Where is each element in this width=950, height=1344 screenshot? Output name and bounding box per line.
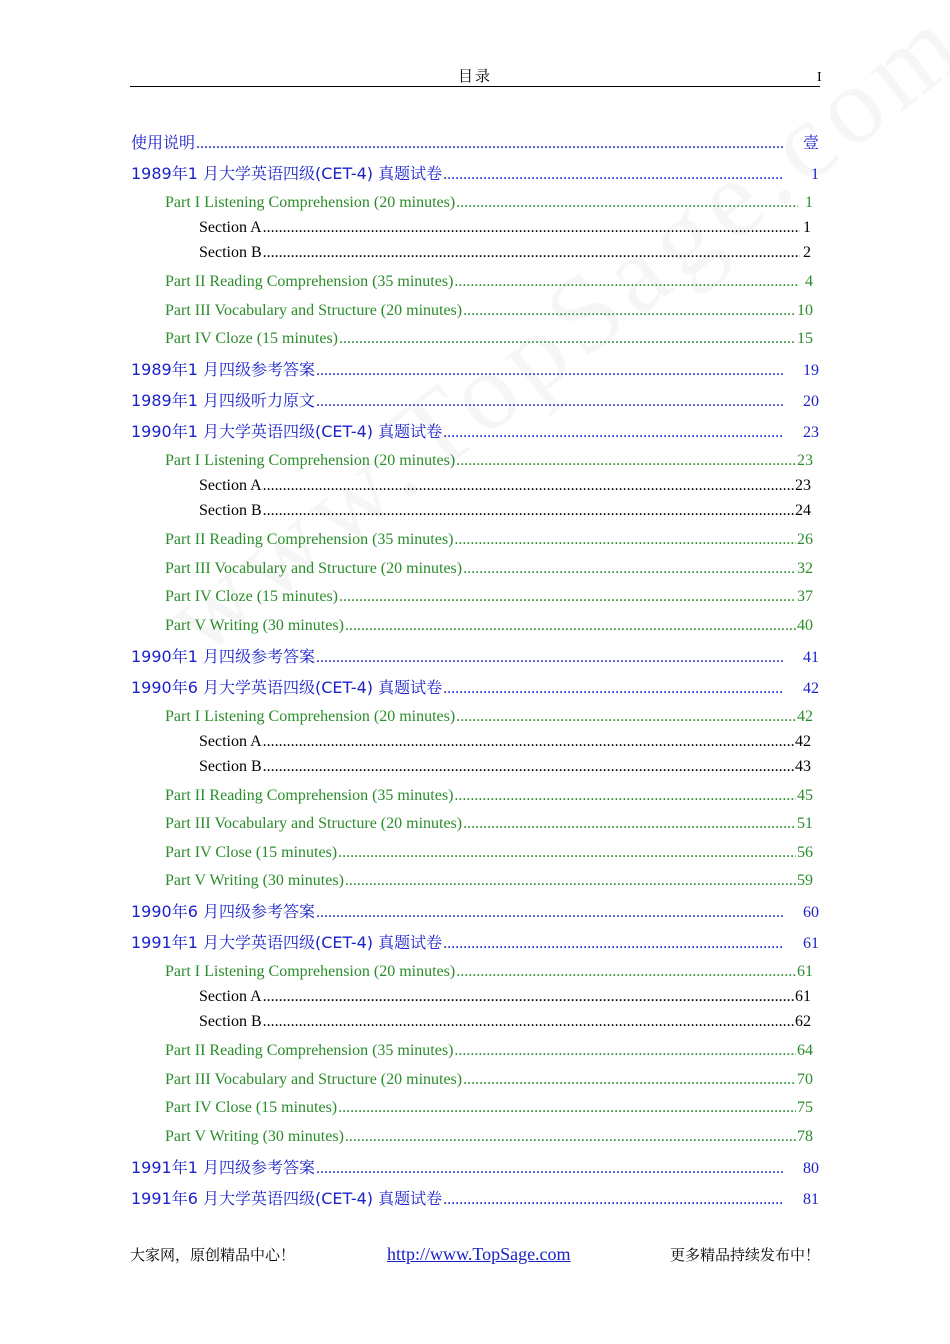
toc-entry-level1[interactable] <box>131 1156 819 1180</box>
toc-entry-page: 40 <box>797 617 813 634</box>
toc-entry-title: Section A <box>199 733 262 750</box>
toc-entry-page: 24 <box>795 502 811 519</box>
footer-website-link[interactable]: http://www.TopSage.com <box>387 1244 571 1264</box>
toc-entry-title: 1991年6 月大学英语四级(CET-4) 真题试卷 <box>131 1189 443 1208</box>
toc-dot-leader <box>463 557 796 581</box>
toc-dot-leader <box>263 730 794 754</box>
toc-dot-leader <box>196 132 783 156</box>
toc-entry-page: 19 <box>803 362 819 379</box>
page-header-title: 目录 <box>457 67 492 85</box>
toc-entry-page: 37 <box>797 588 813 605</box>
footer-note: 更多精品持续发布中！ <box>669 1246 820 1264</box>
toc-entry-title: 1990年1 月四级参考答案 <box>131 647 315 666</box>
toc-entry-page: 61 <box>795 988 811 1005</box>
page-footer <box>130 1244 820 1268</box>
toc-entry-title: Section A <box>199 477 262 494</box>
toc-entry-page: 51 <box>797 815 813 832</box>
toc-entry-title: Part II Reading Comprehension (35 minutes) <box>165 1042 454 1059</box>
toc-entry-level2[interactable] <box>165 528 813 552</box>
toc-entry-level2[interactable] <box>165 812 813 836</box>
toc-entry-title: 使用说明 <box>131 133 196 152</box>
toc-dot-leader <box>263 755 794 779</box>
toc-entry-level3[interactable] <box>199 474 811 498</box>
toc-dot-leader <box>345 869 796 893</box>
toc-dot-leader <box>263 499 794 523</box>
toc-entry-title: 1991年1 月四级参考答案 <box>131 1158 315 1177</box>
toc-entry-title: 1989年1 月四级参考答案 <box>131 360 315 379</box>
toc-entry-level3[interactable] <box>199 730 811 754</box>
toc-entry-page: 23 <box>803 424 819 441</box>
toc-dot-leader <box>316 1157 783 1181</box>
toc-entry-level2[interactable] <box>165 449 813 473</box>
toc-entry-title: Part I Listening Comprehension (20 minutes) <box>165 194 456 211</box>
toc-dot-leader <box>338 1096 796 1120</box>
toc-entry-level2[interactable] <box>165 191 813 215</box>
toc-entry-level1[interactable] <box>131 389 819 413</box>
toc-dot-leader <box>263 241 800 265</box>
toc-entry-page: 20 <box>803 393 819 410</box>
toc-entry-page: 壹 <box>802 135 819 152</box>
toc-dot-leader <box>456 449 796 473</box>
toc-dot-leader <box>263 985 794 1009</box>
toc-entry-page: 70 <box>797 1071 813 1088</box>
toc-dot-leader <box>339 327 796 351</box>
toc-entry-level1[interactable] <box>131 931 819 955</box>
toc-dot-leader <box>316 646 783 670</box>
toc-entry-page: 59 <box>797 872 813 889</box>
toc-entry-title: Section B <box>199 758 262 775</box>
toc-dot-leader <box>443 932 783 956</box>
toc-entry-title: Part III Vocabulary and Structure (20 minutes) <box>165 560 463 577</box>
toc-entry-title: 1989年1 月四级听力原文 <box>131 391 315 410</box>
toc-entry-level2[interactable] <box>165 327 813 351</box>
toc-entry-page: 45 <box>797 787 813 804</box>
toc-dot-leader <box>443 1188 783 1212</box>
toc-dot-leader <box>339 585 796 609</box>
toc-entry-page: 26 <box>797 531 813 548</box>
toc-entry-page: 42 <box>795 733 811 750</box>
toc-dot-leader <box>454 1039 796 1063</box>
toc-entry-page: 4 <box>805 273 813 290</box>
toc-entry-title: Part V Writing (30 minutes) <box>165 617 344 634</box>
toc-dot-leader <box>456 705 796 729</box>
toc-entry-page: 61 <box>797 963 813 980</box>
toc-entry-page: 80 <box>803 1160 819 1177</box>
toc-dot-leader <box>463 299 796 323</box>
toc-entry-title: Section B <box>199 1013 262 1030</box>
toc-dot-leader <box>463 1068 796 1092</box>
toc-dot-leader <box>345 1125 796 1149</box>
toc-entry-title: Section A <box>199 988 262 1005</box>
toc-entry-title: Part III Vocabulary and Structure (20 minutes) <box>165 815 463 832</box>
toc-entry-title: Part IV Close (15 minutes) <box>165 1099 338 1116</box>
toc-entry-title: Section B <box>199 244 262 261</box>
toc-entry-page: 64 <box>797 1042 813 1059</box>
toc-entry-title: 1991年1 月大学英语四级(CET-4) 真题试卷 <box>131 933 443 952</box>
toc-entry-title: Part I Listening Comprehension (20 minutes) <box>165 963 456 980</box>
toc-dot-leader <box>345 614 796 638</box>
toc-entry-page: 41 <box>803 649 819 666</box>
toc-entry-level2[interactable] <box>165 1068 813 1092</box>
toc-entry-level2[interactable] <box>165 869 813 893</box>
toc-entry-level2[interactable] <box>165 270 813 294</box>
toc-entry-title: 1989年1 月大学英语四级(CET-4) 真题试卷 <box>131 164 443 183</box>
toc-entry-title: Part V Writing (30 minutes) <box>165 872 344 889</box>
toc-dot-leader <box>454 270 798 294</box>
toc-entry-level1[interactable] <box>131 1187 819 1211</box>
toc-entry-level1[interactable] <box>131 900 819 924</box>
toc-entry-page: 23 <box>797 452 813 469</box>
toc-entry-page: 60 <box>803 904 819 921</box>
toc-entry-page: 62 <box>795 1013 811 1030</box>
toc-entry-level2[interactable] <box>165 557 813 581</box>
toc-entry-title: Part II Reading Comprehension (35 minutes) <box>165 531 454 548</box>
toc-entry-level2[interactable] <box>165 299 813 323</box>
toc-entry-level1[interactable] <box>131 358 819 382</box>
toc-dot-leader <box>454 784 796 808</box>
toc-entry-title: Part IV Close (15 minutes) <box>165 844 338 861</box>
toc-entry-level1[interactable] <box>131 645 819 669</box>
toc-dot-leader <box>338 841 796 865</box>
toc-entry-title: Part III Vocabulary and Structure (20 minutes) <box>165 1071 463 1088</box>
toc-entry-title: Part I Listening Comprehension (20 minutes) <box>165 452 456 469</box>
toc-entry-title: Part II Reading Comprehension (35 minutes) <box>165 273 454 290</box>
toc-entry-page: 32 <box>797 560 813 577</box>
toc-dot-leader <box>456 191 798 215</box>
toc-entry-level2[interactable] <box>165 841 813 865</box>
toc-entry-page: 10 <box>797 302 813 319</box>
toc-entry-level3[interactable] <box>199 985 811 1009</box>
toc-dot-leader <box>443 421 783 445</box>
toc-entry-level2[interactable] <box>165 585 813 609</box>
toc-entry-title: Section A <box>199 219 262 236</box>
toc-entry-level3[interactable] <box>199 755 811 779</box>
toc-entry-title: Part I Listening Comprehension (20 minutes) <box>165 708 456 725</box>
toc-entry-page: 56 <box>797 844 813 861</box>
toc-entry-level3[interactable] <box>199 499 811 523</box>
toc-entry-title: 1990年6 月大学英语四级(CET-4) 真题试卷 <box>131 678 443 697</box>
toc-entry-level2[interactable] <box>165 614 813 638</box>
toc-entry-level2[interactable] <box>165 960 813 984</box>
toc-dot-leader <box>456 960 796 984</box>
toc-dot-leader <box>316 901 783 925</box>
page-header-number: I <box>817 70 822 85</box>
toc-entry-title: Part IV Cloze (15 minutes) <box>165 330 339 347</box>
toc-entry-page: 15 <box>797 330 813 347</box>
toc-entry-level3[interactable] <box>199 216 811 240</box>
footer-slogan: 大家网，原创精品中心！ <box>130 1246 296 1264</box>
toc-dot-leader <box>263 1010 794 1034</box>
toc-dot-leader <box>316 390 783 414</box>
toc-entry-page: 78 <box>797 1128 813 1145</box>
toc-entry-level2[interactable] <box>165 1125 813 1149</box>
toc-entry-level1[interactable] <box>131 676 819 700</box>
toc-entry-title: Part III Vocabulary and Structure (20 minutes) <box>165 302 463 319</box>
toc-entry-level2[interactable] <box>165 784 813 808</box>
toc-entry-title: Section B <box>199 502 262 519</box>
toc-entry-level2[interactable] <box>165 1039 813 1063</box>
toc-entry-page: 42 <box>803 680 819 697</box>
toc-entry-page: 23 <box>795 477 811 494</box>
toc-entry-page: 61 <box>803 935 819 952</box>
toc-dot-leader <box>443 163 783 187</box>
toc-dot-leader <box>454 528 796 552</box>
toc-entry-title: 1990年1 月大学英语四级(CET-4) 真题试卷 <box>131 422 443 441</box>
toc-entry-title: Part IV Cloze (15 minutes) <box>165 588 339 605</box>
toc-entry-page: 75 <box>797 1099 813 1116</box>
toc-entry-page: 81 <box>803 1191 819 1208</box>
toc-entry-title: 1990年6 月四级参考答案 <box>131 902 315 921</box>
toc-entry-title: Part V Writing (30 minutes) <box>165 1128 344 1145</box>
toc-entry-level1[interactable] <box>131 162 819 186</box>
toc-entry-level2[interactable] <box>165 1096 813 1120</box>
toc-dot-leader <box>443 677 783 701</box>
toc-entry-page: 2 <box>803 244 811 261</box>
toc-entry-level3[interactable] <box>199 241 811 265</box>
toc-entry-page: 1 <box>811 166 819 183</box>
toc-dot-leader <box>263 474 794 498</box>
toc-entry-page: 1 <box>803 219 811 236</box>
toc-entry-level1[interactable] <box>131 420 819 444</box>
toc-dot-leader <box>263 216 800 240</box>
toc-entry-level3[interactable] <box>199 1010 811 1034</box>
toc-dot-leader <box>316 359 783 383</box>
toc-dot-leader <box>463 812 796 836</box>
toc-entry-level1[interactable] <box>131 131 819 155</box>
toc-entry-page: 1 <box>805 194 813 211</box>
toc-entry-page: 42 <box>797 708 813 725</box>
toc-entry-level2[interactable] <box>165 705 813 729</box>
toc-entry-page: 43 <box>795 758 811 775</box>
toc-entry-title: Part II Reading Comprehension (35 minutes) <box>165 787 454 804</box>
